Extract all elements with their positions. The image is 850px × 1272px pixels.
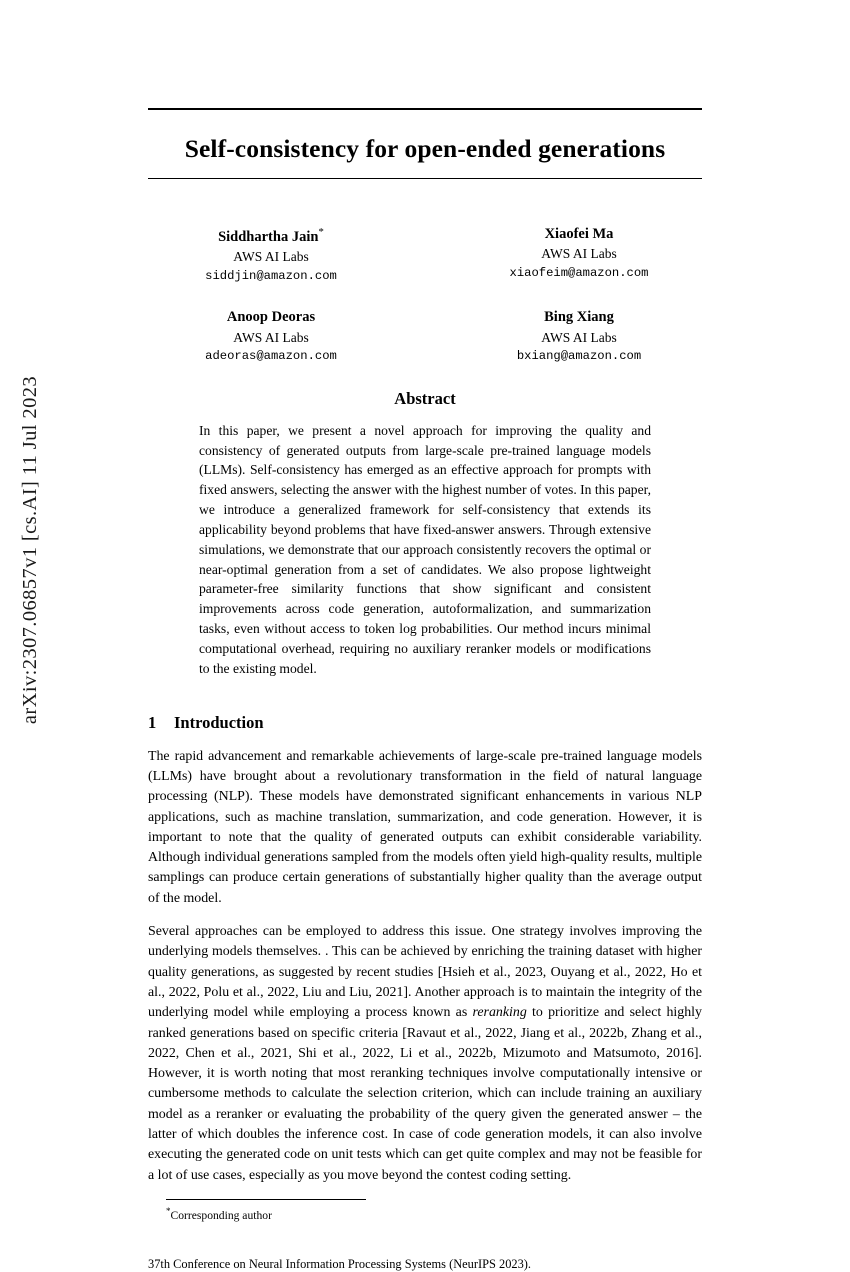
intro-paragraph-2-part-1: Several approaches can be employed to address this issue. One strategy involves improving the underlying models themselves. . This can be achieved by enriching the training dataset with higher quality generations, as suggested by recent studies [Hsieh et al., 2023, Ouyang et al., 2022, Ho et al., 2022, Polu et al., 2022, Liu and Liu, 2021]. Another approach is to maintain the integrity of the underlying model while employing a process known as <box>148 924 702 1021</box>
author-block <box>148 225 702 367</box>
title-rule-bottom <box>148 178 702 179</box>
abstract-heading: Abstract <box>394 388 456 408</box>
author-email[interactable]: adeoras@amazon.com <box>205 349 337 364</box>
intro-paragraph-2 <box>148 922 702 1186</box>
author-name-text: Xiaofei Ma <box>544 225 614 242</box>
title-rule-top <box>148 108 702 110</box>
author-entry <box>479 308 679 367</box>
author-name-text: Bing Xiang <box>544 309 614 326</box>
footnote <box>166 1205 702 1224</box>
footnote-text: Corresponding author <box>170 1208 272 1222</box>
author-email[interactable]: siddjin@amazon.com <box>205 268 337 283</box>
author-name <box>171 308 371 328</box>
author-row <box>148 308 702 367</box>
author-entry <box>479 225 679 286</box>
author-entry <box>171 308 371 367</box>
section-title: Introduction <box>174 712 264 732</box>
author-name <box>479 308 679 328</box>
author-affiliation: AWS AI Labs <box>233 248 309 264</box>
intro-paragraph-1: The rapid advancement and remarkable achievements of large-scale pre-trained language models (LLMs) have brought about a revolutionary transformation in the field of natural language processing (NLP). These models have demonstrated significant enhancements in various NLP applications, such as machine translation, summarization, and code generation. However, it is important to note that the quality of generated outputs can exhibit considerable variability. Although individual generations sampled from the models often yield high-quality results, multiple samplings can produce certain generations of substantially higher quality than the average output of the model. <box>148 748 702 906</box>
footnote-marker: * <box>166 1205 171 1216</box>
section-heading-introduction <box>148 713 702 733</box>
author-affiliation: AWS AI Labs <box>233 329 309 345</box>
author-row <box>148 225 702 286</box>
page-title: Self-consistency for open-ended generations <box>184 134 666 163</box>
author-entry <box>171 225 371 286</box>
section-number: 1 <box>148 712 157 732</box>
abstract-text: In this paper, we present a novel approach for improving the quality and consistency of generated outputs from large-scale pre-trained language models (LLMs). Self-consistency has emerged as an effective approach for prompts with fixed answers, selecting the answer with the highest number of votes. In this paper, we introduce a generalized framework for self-consistency that extends its applicability beyond problems that have fixed-answer answers. Through extensive simulations, we demonstrate that our approach consistently recovers the optimal or near-optimal generation from a set of candidates. We also propose lightweight parameter-free similarity functions that show significant and consistent improvements across code generation, autoformalization, and summarization tasks, even without access to token log probabilities. Our method incurs minimal computational overhead, requiring no auxiliary reranker models or modifications to the existing model. <box>199 422 651 676</box>
author-email[interactable]: xiaofeim@amazon.com <box>509 265 649 280</box>
author-affiliation: AWS AI Labs <box>541 329 617 345</box>
author-name <box>171 225 371 247</box>
author-email[interactable]: bxiang@amazon.com <box>516 349 642 364</box>
intro-paragraph-2-emphasis: reranking <box>472 1005 527 1021</box>
corresponding-author-marker: * <box>318 225 324 238</box>
author-name-text: Siddhartha Jain <box>218 228 319 245</box>
venue-line: 37th Conference on Neural Information Processing Systems (NeurIPS 2023). <box>148 1257 532 1272</box>
paper-page <box>148 0 702 1272</box>
author-affiliation: AWS AI Labs <box>541 246 617 262</box>
arxiv-identifier-stamp: arXiv:2307.06857v1 [cs.AI] 11 Jul 2023 <box>18 375 41 725</box>
author-name-text: Anoop Deoras <box>226 309 316 326</box>
author-name <box>479 225 679 245</box>
intro-paragraph-2-part-2: to prioritize and select highly ranked generations based on specific criteria [Ravaut et al., 2022, Jiang et al., 2022b, Zhang et al., 2022, Chen et al., 2021, Shi et al., 2022, Li et al., 2022b, Mizumoto and Matsumoto, 2016]. However, it is worth noting that most reranking techniques involve computationally intensive or cumbersome methods to calculate the selection criterion, which can include training an auxiliary model as a reranker or evaluating the probability of the query given the generated answer – the latter of which doubles the inference cost. In case of code generation models, it can also involve executing the generated code on unit tests which can get quite complex and may not be feasible for a lot of use cases, especially as you move beyond the contest coding setting. <box>148 1005 702 1183</box>
footnote-separator <box>166 1199 366 1200</box>
